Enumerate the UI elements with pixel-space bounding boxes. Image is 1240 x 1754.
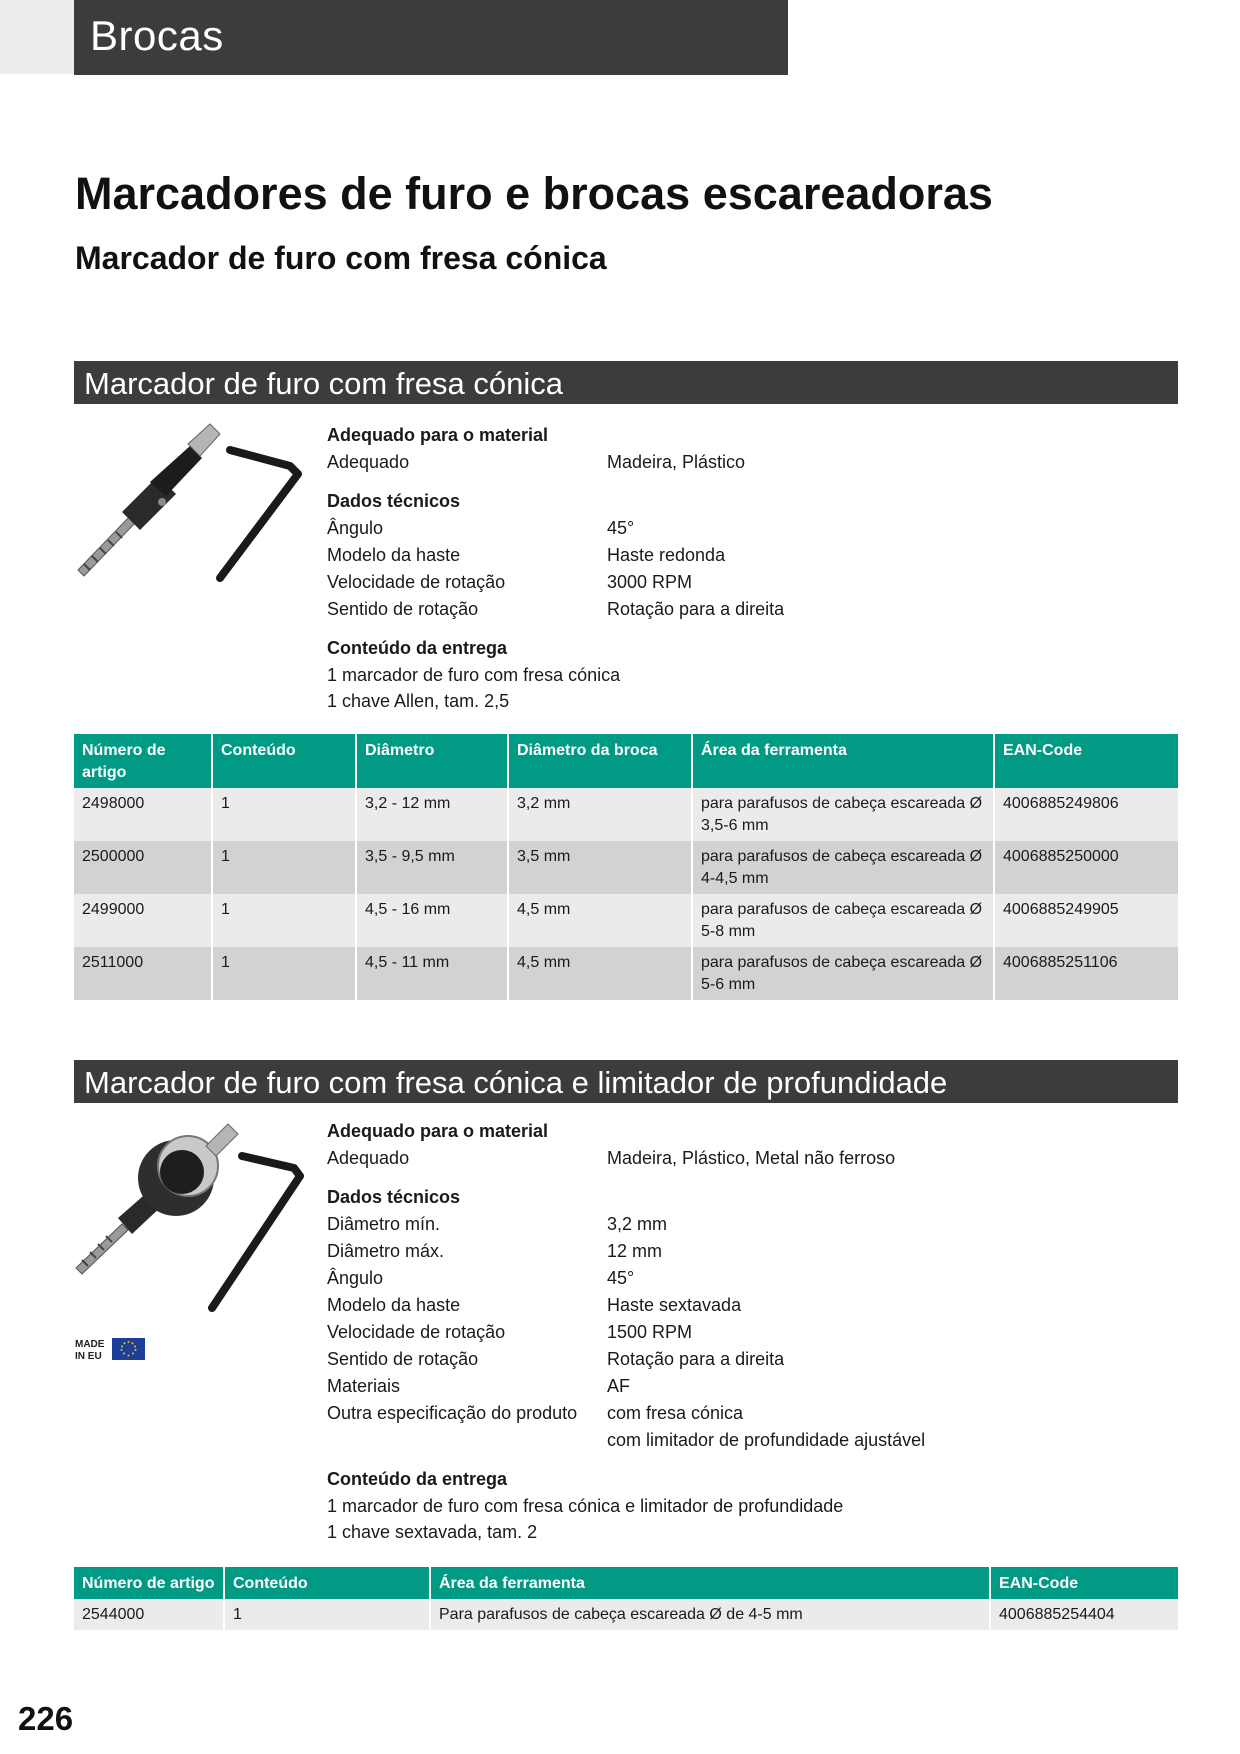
material-heading: Adequado para o material [327,1121,549,1141]
spec-key: Ângulo [327,1268,384,1288]
col-header-tool-area: Área da ferramenta [430,1567,990,1599]
table-row [74,947,1178,1000]
spec-key: Diâmetro mín. [327,1214,441,1234]
cell-article: 2511000 [74,947,212,1000]
spec-value: 12 mm [607,1241,663,1261]
spec-key: Velocidade de rotação [327,572,506,592]
badge-line2: IN EU [75,1351,102,1361]
spec-key: Adequado [327,452,410,472]
spec-row [327,1145,1157,1172]
cell-diameter: 3,2 - 12 mm [356,788,508,841]
spec-value: Haste redonda [607,545,726,565]
delivery-item: 1 chave Allen, tam. 2,5 [327,691,510,711]
spec-key: Adequado [327,1148,410,1168]
col-header-drill-diameter: Diâmetro da broca [508,734,692,788]
spec-key: Modelo da haste [327,545,461,565]
spec-value: 45° [607,1268,635,1288]
spec-value: Madeira, Plástico, Metal não ferroso [607,1148,896,1168]
spec-row [327,449,1157,476]
category-bar [74,0,788,75]
spec-value: 45° [607,518,635,538]
spec-value: com limitador de profundidade ajustável [607,1430,926,1450]
depth-stop-product-image [70,1118,310,1323]
cell-tool-area: para parafusos de cabeça escareada Ø 5-8 mm [692,894,994,947]
spec-row [327,1400,1157,1427]
cell-article: 2544000 [74,1599,224,1630]
spec-row [327,1319,1157,1346]
table-row [74,894,1178,947]
cell-diameter: 4,5 - 16 mm [356,894,508,947]
delivery-item: 1 chave sextavada, tam. 2 [327,1522,538,1542]
cell-content: 1 [212,788,356,841]
cell-article: 2498000 [74,788,212,841]
spec-row [327,515,1157,542]
spec-row [327,1346,1157,1373]
spec-row [327,1238,1157,1265]
material-heading: Adequado para o material [327,425,549,445]
cell-content: 1 [224,1599,430,1630]
cell-article: 2500000 [74,841,212,894]
cell-drill-diameter: 4,5 mm [508,894,692,947]
spec-row [327,569,1157,596]
table-row [74,1599,1178,1630]
spec-value: Rotação para a direita [607,599,785,619]
spec-key: Diâmetro máx. [327,1241,445,1261]
cell-ean: 4006885251106 [994,947,1178,1000]
section2-heading-bar [74,1060,1178,1103]
spec-key: Modelo da haste [327,1295,461,1315]
countersink-product-image [70,420,310,605]
section1-specs [327,422,1157,714]
cell-drill-diameter: 3,5 mm [508,841,692,894]
section1-heading: Marcador de furo com fresa cónica [84,366,563,401]
delivery-item: 1 marcador de furo com fresa cónica e limitador de profundidade [327,1496,844,1516]
col-header-ean: EAN-Code [990,1567,1178,1599]
col-header-ean: EAN-Code [994,734,1178,788]
section2-specs [327,1118,1157,1545]
cell-content: 1 [212,894,356,947]
spec-value: 3000 RPM [607,572,693,592]
delivery-item: 1 marcador de furo com fresa cónica [327,665,621,685]
spec-row [327,542,1157,569]
table-row [74,788,1178,841]
cell-tool-area: Para parafusos de cabeça escareada Ø de 4-5 mm [430,1599,990,1630]
table-row [74,841,1178,894]
cell-diameter: 4,5 - 11 mm [356,947,508,1000]
spec-row [327,1373,1157,1400]
spec-key: Outra especificação do produto [327,1403,578,1423]
spec-row [327,596,1157,623]
spec-key: Sentido de rotação [327,1349,479,1369]
cell-ean: 4006885250000 [994,841,1178,894]
cell-tool-area: para parafusos de cabeça escareada Ø 3,5-6 mm [692,788,994,841]
spec-row [327,1427,1157,1454]
cell-ean: 4006885249905 [994,894,1178,947]
spec-key: Velocidade de rotação [327,1322,506,1342]
col-header-article: Número de artigo [74,1567,224,1599]
col-header-content: Conteúdo [212,734,356,788]
cell-tool-area: para parafusos de cabeça escareada Ø 4-4,5 mm [692,841,994,894]
delivery-heading: Conteúdo da entrega [327,1469,508,1489]
spec-value: com fresa cónica [607,1403,744,1423]
cell-tool-area: para parafusos de cabeça escareada Ø 5-6 mm [692,947,994,1000]
cell-drill-diameter: 4,5 mm [508,947,692,1000]
cell-drill-diameter: 3,2 mm [508,788,692,841]
col-header-article: Número de artigo [74,734,212,788]
section1-product-table [74,734,1178,1000]
cell-diameter: 3,5 - 9,5 mm [356,841,508,894]
spec-value: AF [607,1376,631,1396]
col-header-tool-area: Área da ferramenta [692,734,994,788]
made-in-eu-badge [74,1337,146,1366]
spec-value: 3,2 mm [607,1214,668,1234]
spec-row [327,1265,1157,1292]
page-subtitle: Marcador de furo com fresa cónica [75,240,607,276]
cell-ean: 4006885249806 [994,788,1178,841]
spec-value: Madeira, Plástico [607,452,746,472]
corner-block [0,0,74,74]
badge-line1: MADE [75,1339,105,1350]
cell-ean: 4006885254404 [990,1599,1178,1630]
col-header-content: Conteúdo [224,1567,430,1599]
section2-heading: Marcador de furo com fresa cónica e limitador de profundidade [84,1065,948,1100]
section1-heading-bar [74,361,1178,404]
page-title: Marcadores de furo e brocas escareadoras [75,168,993,219]
spec-row [327,1211,1157,1238]
spec-key: Materiais [327,1376,401,1396]
tech-heading: Dados técnicos [327,1187,461,1207]
page-number: 226 [18,1700,74,1737]
spec-value: Rotação para a direita [607,1349,785,1369]
section2-product-table [74,1567,1178,1630]
spec-key: Ângulo [327,518,384,538]
spec-key [327,1427,607,1454]
spec-row [327,1292,1157,1319]
spec-value: 1500 RPM [607,1322,693,1342]
cell-article: 2499000 [74,894,212,947]
spec-key: Sentido de rotação [327,599,479,619]
tech-heading: Dados técnicos [327,491,461,511]
spec-value: Haste sextavada [607,1295,742,1315]
cell-content: 1 [212,841,356,894]
category-title: Brocas [90,12,224,59]
delivery-heading: Conteúdo da entrega [327,638,508,658]
col-header-diameter: Diâmetro [356,734,508,788]
cell-content: 1 [212,947,356,1000]
